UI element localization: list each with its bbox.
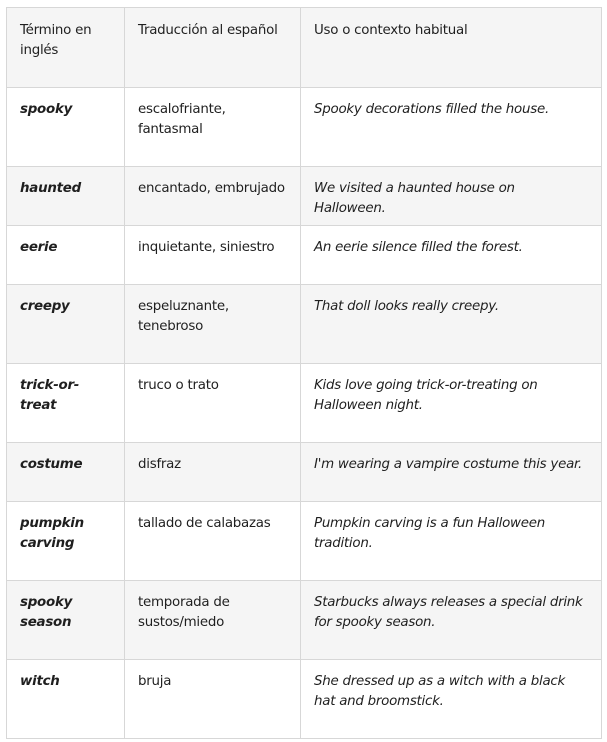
term-cell: costume xyxy=(7,443,125,502)
header-term: Término en inglés xyxy=(7,8,125,88)
term-cell: trick-or-treat xyxy=(7,364,125,443)
usage-cell: Pumpkin carving is a fun Halloween tradition. xyxy=(301,502,602,581)
term-cell: haunted xyxy=(7,167,125,226)
usage-cell: That doll looks really creepy. xyxy=(301,285,602,364)
translation-cell: disfraz xyxy=(125,443,301,502)
term-cell: spooky season xyxy=(7,581,125,660)
vocabulary-table xyxy=(6,7,602,739)
translation-cell: truco o trato xyxy=(125,364,301,443)
header-translation: Traducción al español xyxy=(125,8,301,88)
translation-cell: tallado de calabazas xyxy=(125,502,301,581)
table-body xyxy=(7,88,602,739)
translation-cell: espeluznante, tenebroso xyxy=(125,285,301,364)
table-row xyxy=(7,285,602,364)
usage-cell: An eerie silence filled the forest. xyxy=(301,226,602,285)
term-cell: spooky xyxy=(7,88,125,167)
usage-cell: Starbucks always releases a special drink for spooky season. xyxy=(301,581,602,660)
table-row xyxy=(7,364,602,443)
header-usage: Uso o contexto habitual xyxy=(301,8,602,88)
table-row xyxy=(7,581,602,660)
usage-cell: Spooky decorations filled the house. xyxy=(301,88,602,167)
term-cell: witch xyxy=(7,660,125,739)
term-cell: creepy xyxy=(7,285,125,364)
translation-cell: temporada de sustos/miedo xyxy=(125,581,301,660)
term-cell: eerie xyxy=(7,226,125,285)
header-row xyxy=(7,8,602,88)
usage-cell: We visited a haunted house on Halloween. xyxy=(301,167,602,226)
table-row xyxy=(7,226,602,285)
table-header xyxy=(7,8,602,88)
table-row xyxy=(7,443,602,502)
translation-cell: bruja xyxy=(125,660,301,739)
table-row xyxy=(7,660,602,739)
translation-cell: escalofriante, fantasmal xyxy=(125,88,301,167)
translation-cell: encantado, embrujado xyxy=(125,167,301,226)
term-cell: pumpkin carving xyxy=(7,502,125,581)
table-row xyxy=(7,502,602,581)
usage-cell: She dressed up as a witch with a black hat and broomstick. xyxy=(301,660,602,739)
usage-cell: Kids love going trick-or-treating on Halloween night. xyxy=(301,364,602,443)
table-row xyxy=(7,167,602,226)
usage-cell: I'm wearing a vampire costume this year. xyxy=(301,443,602,502)
translation-cell: inquietante, siniestro xyxy=(125,226,301,285)
table-row xyxy=(7,88,602,167)
